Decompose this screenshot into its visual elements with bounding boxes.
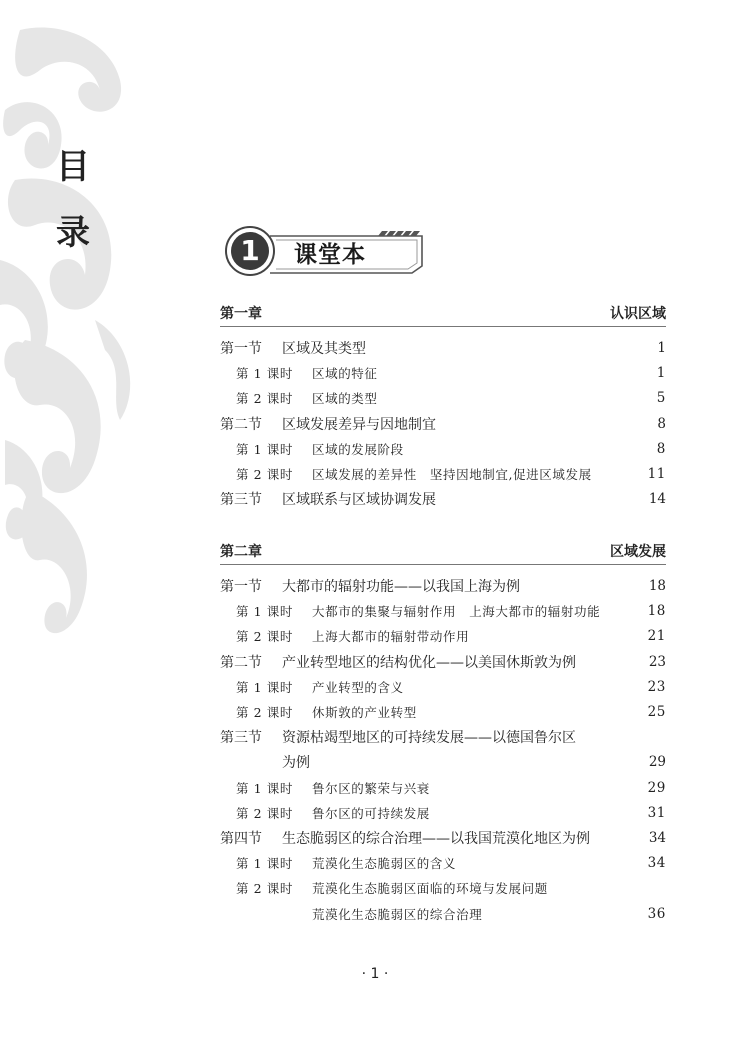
toc-lesson-row — [220, 362, 666, 384]
toc-entry-page: 1 — [657, 340, 666, 356]
toc-entry-title: 荒漠化生态脆弱区面临的环境与发展问题 — [312, 881, 548, 897]
toc-entry-title: 产业转型的含义 — [312, 679, 404, 695]
toc-entry-title: 鲁尔区的繁荣与兴衰 — [312, 780, 430, 796]
toc-entry-lead: 第 1 课时 — [236, 780, 293, 796]
toc-entry-page: 29 — [647, 779, 666, 796]
toc-entry-lead: 第 2 课时 — [236, 467, 293, 482]
toc-section-row — [220, 827, 666, 849]
toc-entry-page: 8 — [657, 415, 666, 432]
toc-entry-lead: 第 2 课时 — [236, 629, 293, 645]
chapter-2-block — [220, 541, 666, 922]
toc-section-row — [220, 651, 666, 673]
toc-entry-title: 鲁尔区的可持续发展 — [312, 805, 430, 821]
toc-entry-lead: 第三节 — [220, 730, 262, 747]
toc-entry-title: 休斯敦的产业转型 — [312, 705, 417, 720]
toc-entry-lead: 第三节 — [220, 492, 262, 509]
toc-lesson-row — [220, 903, 666, 925]
toc-entry-title: 区域的特征 — [312, 366, 378, 382]
toc-lesson-row — [220, 387, 666, 409]
section-banner — [222, 226, 427, 276]
toc-lesson-row — [220, 777, 666, 799]
toc-entry-title: 荒漠化生态脆弱区的含义 — [312, 856, 457, 872]
toc-entry-title: 荒漠化生态脆弱区的综合治理 — [312, 906, 483, 922]
toc-lesson-row — [220, 852, 666, 874]
toc-lesson-row — [220, 438, 666, 460]
banner-title: 课堂本 — [294, 242, 366, 268]
toc-entry-title: 区域的发展阶段 — [312, 441, 404, 457]
toc-entry-page: 31 — [647, 804, 666, 821]
chapter-header — [220, 303, 666, 327]
toc-entry-lead: 第 1 课时 — [236, 604, 293, 620]
toc-entry-title: 区域的类型 — [312, 391, 378, 407]
toc-entry-page: 14 — [648, 491, 666, 508]
toc-entry-lead: 第一节 — [220, 341, 262, 357]
toc-entry-page: 18 — [648, 578, 666, 594]
toc-entry-lead: 第 2 课时 — [236, 391, 293, 407]
toc-entry-title: 区域发展差异与因地制宜 — [282, 416, 436, 433]
title-char-lu: 录 — [56, 213, 90, 253]
toc-entry-page: 21 — [647, 628, 666, 645]
toc-lesson-row — [220, 802, 666, 824]
toc-entry-title: 区域及其类型 — [282, 341, 366, 357]
toc-section-row — [220, 337, 666, 359]
toc-entry-page: 34 — [648, 830, 666, 846]
toc-entry-lead: 第 2 课时 — [236, 705, 293, 720]
toc-entry-title: 区域联系与区域协调发展 — [282, 492, 436, 509]
chapter-title: 认识区域 — [610, 306, 666, 322]
toc-entry-lead: 第二节 — [220, 654, 262, 671]
toc-lesson-row — [220, 877, 666, 899]
toc-entry-page: 36 — [647, 905, 666, 922]
flame-ornament — [0, 20, 150, 660]
toc-lesson-row — [220, 676, 666, 698]
toc-entry-lead: 第二节 — [220, 416, 262, 433]
toc-entry-lead: 第 1 课时 — [236, 441, 293, 457]
toc-entry-page: 23 — [648, 653, 666, 670]
toc-entry-lead: 第 1 课时 — [236, 679, 293, 695]
toc-entry-lead: 第 1 课时 — [236, 366, 293, 382]
toc-entry-title: 上海大都市的辐射带动作用 — [312, 629, 470, 645]
toc-lesson-row — [220, 463, 666, 485]
toc-entry-title: 大都市的辐射功能——以我国上海为例 — [282, 579, 520, 595]
toc-entry-page: 23 — [647, 678, 666, 695]
toc-section-row — [220, 726, 666, 748]
toc-entry-page: 18 — [647, 603, 666, 620]
chapter-label: 第二章 — [220, 544, 262, 560]
toc-section-row — [220, 413, 666, 435]
chapter-1-block — [220, 303, 666, 509]
toc-section-row — [220, 751, 666, 773]
toc-entry-page: 11 — [647, 466, 666, 482]
chapter-header — [220, 541, 666, 565]
toc-entry-page: 29 — [648, 754, 666, 771]
chapter-title: 区域发展 — [610, 544, 666, 560]
toc-entry-title: 资源枯竭型地区的可持续发展——以德国鲁尔区 — [282, 730, 576, 747]
toc-entry-title: 产业转型地区的结构优化——以美国休斯敦为例 — [282, 654, 576, 671]
toc-lesson-row — [220, 701, 666, 723]
toc-entry-title: 为例 — [282, 755, 310, 772]
toc-lesson-row — [220, 600, 666, 622]
toc-entry-lead: 第一节 — [220, 579, 262, 595]
banner-number: 1 — [240, 234, 260, 267]
toc-entry-title: 生态脆弱区的综合治理——以我国荒漠化地区为例 — [282, 831, 590, 847]
toc-lesson-row — [220, 625, 666, 647]
toc-entry-page: 34 — [647, 855, 666, 872]
toc-entry-lead: 第 1 课时 — [236, 856, 293, 872]
title-char-mu: 目 — [56, 147, 90, 187]
toc-entry-title: 区域发展的差异性 坚持因地制宜,促进区域发展 — [312, 467, 592, 482]
toc-section-row — [220, 575, 666, 597]
toc-entry-page: 25 — [647, 704, 666, 720]
toc-entry-page: 1 — [656, 365, 666, 382]
page-number: · 1 · — [361, 966, 389, 982]
toc-section-row — [220, 488, 666, 510]
toc-entry-lead: 第四节 — [220, 831, 262, 847]
toc-entry-page: 8 — [656, 440, 666, 457]
chapter-label: 第一章 — [220, 306, 262, 322]
toc-entry-lead: 第 2 课时 — [236, 805, 293, 821]
toc-entry-title: 大都市的集聚与辐射作用 上海大都市的辐射功能 — [312, 604, 601, 620]
toc-entry-page: 5 — [656, 390, 666, 407]
toc-entry-lead: 第 2 课时 — [236, 881, 293, 897]
